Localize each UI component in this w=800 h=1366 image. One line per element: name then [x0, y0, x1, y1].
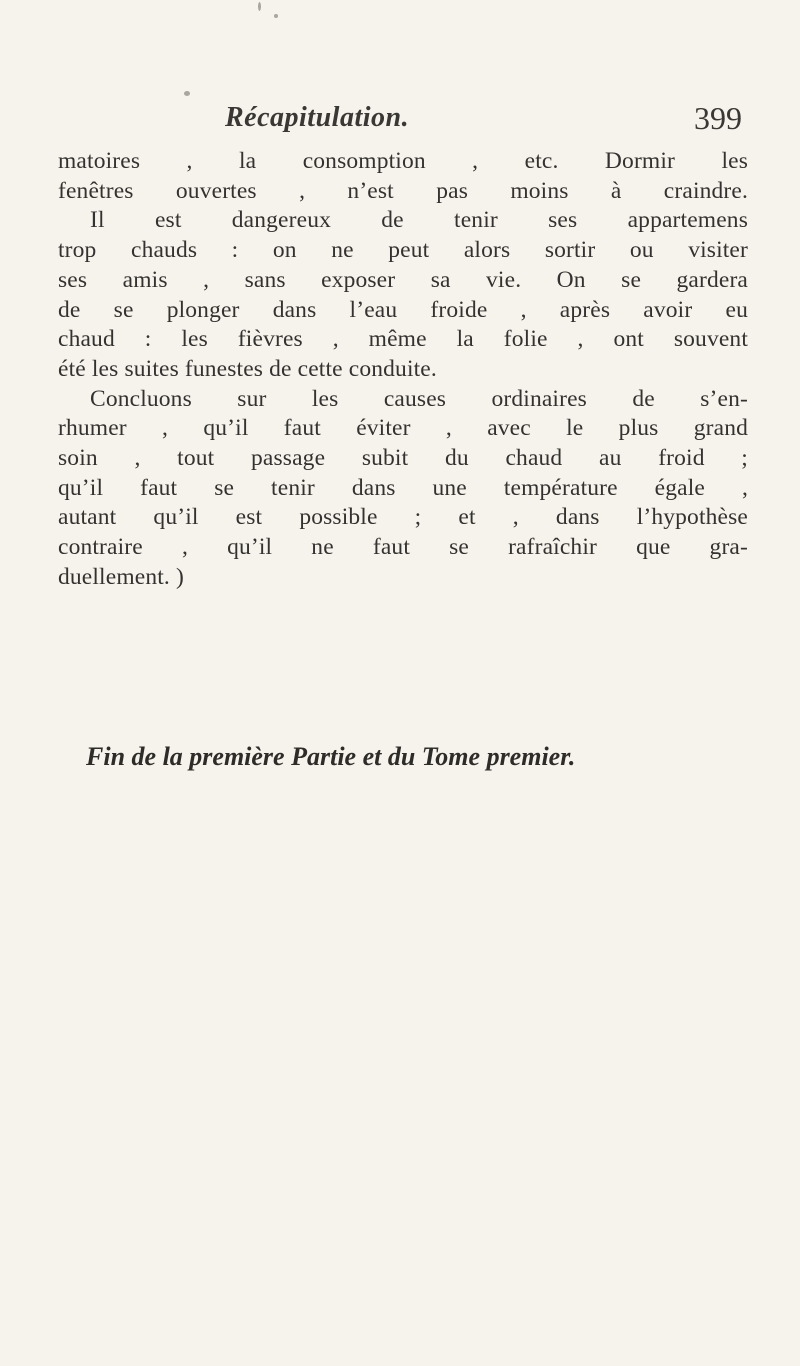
- text-line: matoires , la consomption , etc. Dormir les: [58, 148, 748, 174]
- text-line: autant qu’il est possible ; et , dans l’hypothèse: [58, 504, 748, 531]
- text-line: été les suites funestes de cette conduite.: [58, 355, 437, 382]
- text-line: contraire , qu’il ne faut se rafraîchir que gra-: [58, 534, 748, 561]
- ink-speck: [274, 14, 278, 18]
- text-line: duellement. ): [58, 563, 184, 590]
- text-line: qu’il faut se tenir dans une température égale ,: [58, 474, 748, 501]
- closing-line: Fin de la première Partie et du Tome premier.: [86, 742, 576, 771]
- text-line: de se plonger dans l’eau froide , après avoir eu: [58, 296, 748, 323]
- page-number: 399: [694, 100, 742, 136]
- ink-speck: [258, 2, 261, 11]
- text-line: Concluons sur les causes ordinaires de s’en-: [90, 385, 748, 412]
- text-line: fenêtres ouvertes , n’est pas moins à craindre.: [58, 177, 748, 204]
- text-line: soin , tout passage subit du chaud au froid ;: [58, 445, 748, 472]
- ink-speck: [184, 91, 190, 96]
- running-head: [60, 102, 750, 142]
- text-line: rhumer , qu’il faut éviter , avec le plus grand: [58, 415, 748, 442]
- body-text: [58, 147, 748, 593]
- text-line: ses amis , sans exposer sa vie. On se gardera: [58, 266, 748, 293]
- text-line: Il est dangereux de tenir ses appartemens: [90, 207, 748, 234]
- text-line: trop chauds : on ne peut alors sortir ou visiter: [58, 237, 748, 264]
- text-line: chaud : les fièvres , même la folie , ont souvent: [58, 326, 748, 353]
- running-title: Récapitulation.: [225, 102, 410, 133]
